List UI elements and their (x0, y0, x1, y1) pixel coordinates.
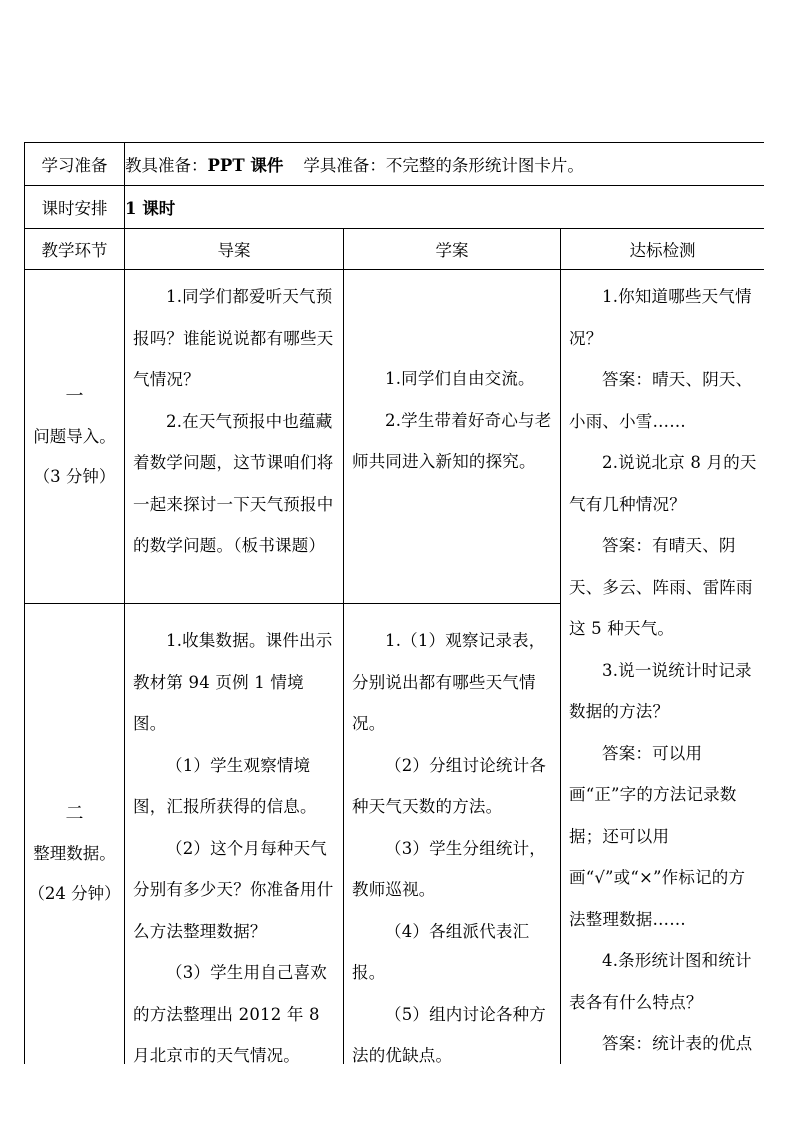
stage-number: 二 (65, 803, 84, 824)
section-row-1 (25, 270, 765, 604)
guide-paragraph: （2）这个月每种天气分别有多少天？你准备用什么方法整理数据？ (133, 838, 334, 941)
header-row (25, 229, 765, 270)
stage-cell-1 (25, 270, 125, 604)
check-paragraph: 答案：有晴天、阴天、多云、阵雨、雷阵雨这 5 种天气。 (569, 536, 753, 638)
header-check: 达标检测 (561, 229, 765, 270)
study-paragraph: （4）各组派代表汇报。 (352, 921, 530, 982)
lesson-plan-table (24, 142, 764, 1064)
stage-duration: （24 分钟） (28, 884, 121, 903)
check-paragraph: 1.你知道哪些天气情况？ (569, 287, 752, 348)
header-stage: 教学环节 (25, 229, 125, 270)
study-paragraph: 1.同学们自由交流。 (385, 369, 535, 388)
stage-title: 问题导入。 (33, 426, 116, 446)
time-row (25, 186, 765, 229)
guide-cell-1 (125, 270, 344, 604)
check-paragraph: 4.条形统计图和统计表各有什么特点？ (569, 951, 752, 1012)
stage-title: 整理数据。 (33, 844, 116, 863)
teacher-prep-label: 教具准备： (125, 156, 208, 175)
guide-paragraph: 1.同学们都爱听天气预报吗？谁能说说都有哪些天气情况？ (133, 287, 334, 389)
prep-value (125, 143, 765, 186)
stage-cell-2 (25, 604, 125, 1065)
header-guide: 导案 (125, 229, 344, 270)
study-paragraph: （5）组内讨论各种方法的优缺点。 (352, 1004, 546, 1064)
study-cell-2 (344, 604, 561, 1065)
study-paragraph: 1.（1）观察记录表，分别说出都有哪些天气情况。 (352, 631, 546, 733)
prep-label: 学习准备 (25, 143, 125, 186)
check-paragraph: 答案：统计表的优点 (602, 1034, 753, 1053)
check-paragraph: 答案：晴天、阴天、小雨、小雪…… (569, 370, 753, 431)
lesson-plan-page (24, 142, 764, 1064)
student-prep-label: 学具准备： (303, 156, 386, 175)
header-study: 学案 (344, 229, 561, 270)
check-paragraph: 答案：可以用画“正”字的方法记录数据；还可以用画“√”或“×”作标记的方法整理数据…… (569, 743, 746, 929)
study-paragraph: 2.学生带着好奇心与老师共同进入新知的探究。 (352, 410, 552, 471)
study-paragraph: （2）分组讨论统计各种天气天数的方法。 (352, 755, 546, 816)
study-paragraph: （3）学生分组统计，教师巡视。 (352, 838, 546, 899)
guide-paragraph: （3）学生用自己喜欢的方法整理出 2012 年 8 月北京市的天气情况。 (133, 963, 327, 1064)
stage-duration: （3 分钟） (33, 466, 116, 486)
check-cell (561, 270, 765, 1065)
study-cell-1 (344, 270, 561, 604)
student-prep-value: 不完整的条形统计图卡片。 (385, 156, 584, 175)
check-paragraph: 2.说说北京 8 月的天气有几种情况？ (569, 453, 757, 514)
teacher-prep-value: PPT 课件 (207, 156, 284, 175)
time-value: 1 课时 (125, 186, 765, 229)
time-label: 课时安排 (25, 186, 125, 229)
guide-paragraph: 2.在天气预报中也蕴藏着数学问题，这节课咱们将一起来探讨一下天气预报中的数学问题。（板书课题） (133, 411, 334, 555)
prep-row (25, 143, 765, 186)
check-paragraph: 3.说一说统计时记录数据的方法？ (569, 660, 752, 721)
guide-paragraph: 1.收集数据。课件出示教材第 94 页例 1 情境图。 (133, 631, 333, 733)
guide-paragraph: （1）学生观察情境图，汇报所获得的信息。 (133, 755, 317, 816)
guide-cell-2 (125, 604, 344, 1065)
stage-number: 一 (65, 385, 84, 407)
